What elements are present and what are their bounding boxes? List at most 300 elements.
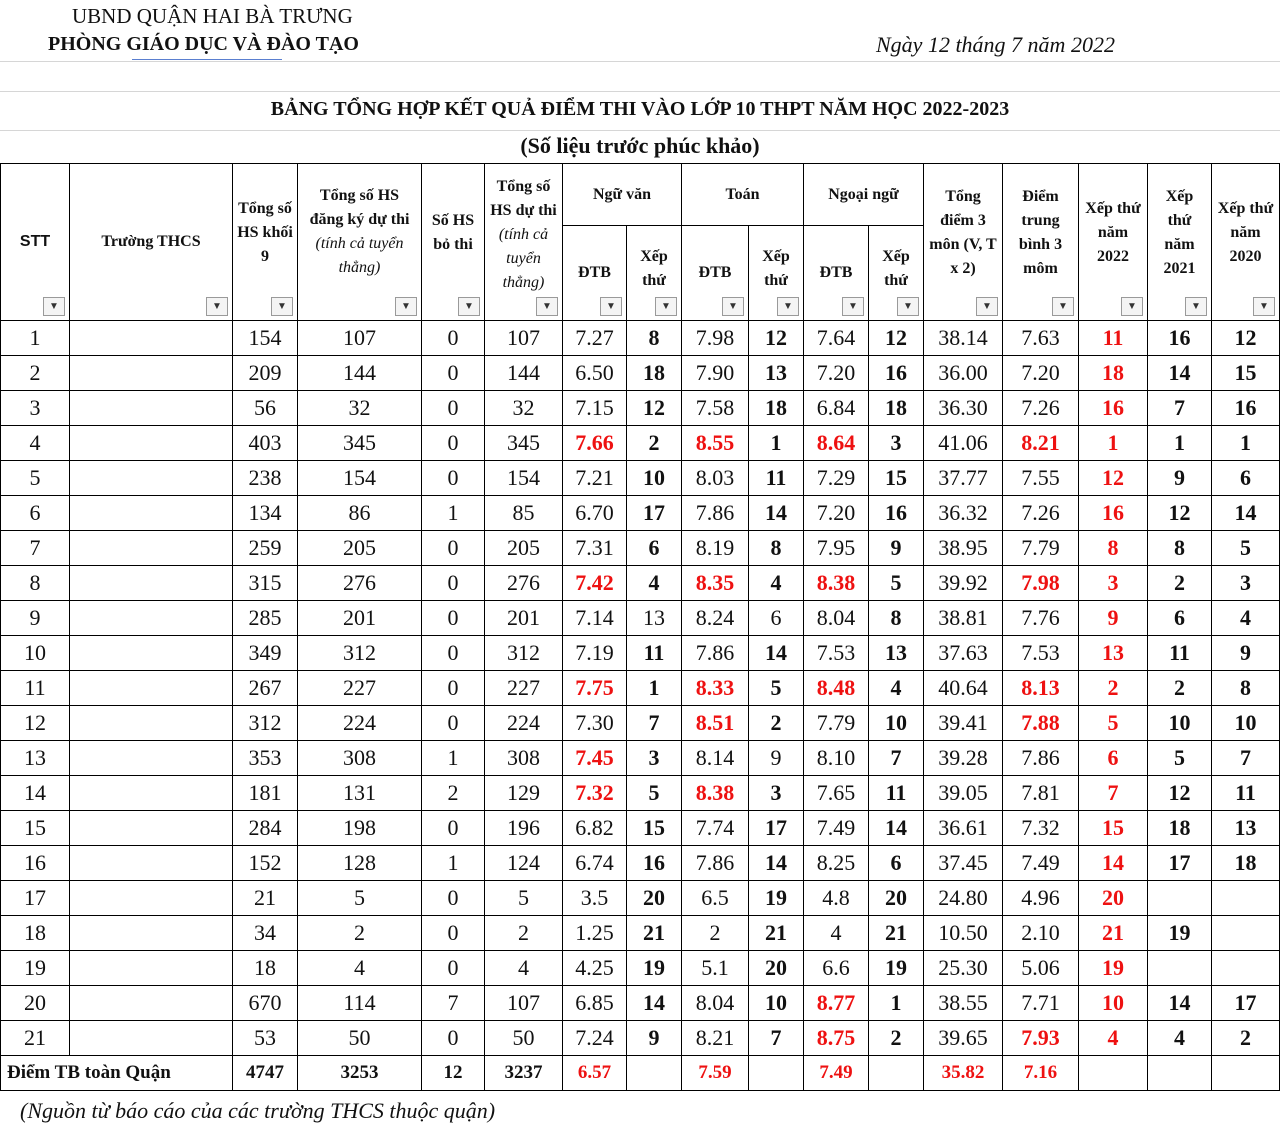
total-g9: 4747 (233, 1056, 298, 1091)
data-cell: 4 (749, 566, 804, 601)
data-cell: 7.32 (1003, 811, 1079, 846)
table-row (1, 1021, 1280, 1056)
data-cell: 15 (1212, 356, 1280, 391)
data-cell: 6 (869, 846, 924, 881)
data-cell: 1 (422, 496, 485, 531)
table-row (1, 776, 1280, 811)
data-cell: 3 (869, 426, 924, 461)
data-cell: 6 (1079, 741, 1148, 776)
data-cell: 40.64 (924, 671, 1003, 706)
data-cell: 1 (1212, 426, 1280, 461)
data-cell: 7.42 (563, 566, 627, 601)
source-note: (Nguồn từ báo cáo của các trường THCS thuộc quận) (20, 1098, 496, 1123)
table-row (1, 706, 1280, 741)
data-cell: 124 (485, 846, 563, 881)
data-cell: 18 (1079, 356, 1148, 391)
data-cell: 267 (233, 671, 298, 706)
data-cell: 5 (869, 566, 924, 601)
data-cell: 7.55 (1003, 461, 1079, 496)
data-cell: 6.85 (563, 986, 627, 1021)
col-lit-avg: ĐTB ▼ (563, 226, 627, 321)
data-cell: 19 (749, 881, 804, 916)
data-cell: 0 (422, 391, 485, 426)
data-cell (1212, 916, 1280, 951)
data-cell: 154 (485, 461, 563, 496)
data-cell: 131 (298, 776, 422, 811)
filter-dropdown-icon[interactable]: ▼ (777, 297, 799, 316)
data-cell: 6.50 (563, 356, 627, 391)
school-name-cell (70, 811, 233, 846)
data-cell: 8.19 (682, 531, 749, 566)
data-cell: 6.6 (804, 951, 869, 986)
data-cell: 6 (627, 531, 682, 566)
data-cell: 3 (1079, 566, 1148, 601)
data-cell: 7 (627, 706, 682, 741)
filter-dropdown-icon[interactable]: ▼ (600, 297, 622, 316)
empty-cell (627, 1056, 682, 1091)
col-math: Toán (682, 164, 804, 226)
table-row (1, 356, 1280, 391)
data-cell: 7.15 (563, 391, 627, 426)
data-cell: 0 (422, 881, 485, 916)
data-cell: 227 (485, 671, 563, 706)
data-cell: 201 (298, 601, 422, 636)
col-foreign-avg: ĐTB ▼ (804, 226, 869, 321)
row-index: 19 (1, 951, 70, 986)
col-total3: Tổng điểm 3 môn (V, T x 2) ▼ (924, 164, 1003, 321)
total-registered: 3253 (298, 1056, 422, 1091)
table-row (1, 811, 1280, 846)
row-index: 16 (1, 846, 70, 881)
data-cell: 7.98 (1003, 566, 1079, 601)
data-cell: 7.26 (1003, 496, 1079, 531)
data-cell: 38.81 (924, 601, 1003, 636)
data-cell: 38.14 (924, 321, 1003, 356)
col-total-g9: Tổng số HS khối 9 ▼ (233, 164, 298, 321)
data-cell: 8.21 (1003, 426, 1079, 461)
data-cell: 7.79 (804, 706, 869, 741)
school-name-cell (70, 601, 233, 636)
data-cell: 128 (298, 846, 422, 881)
data-cell: 19 (1079, 951, 1148, 986)
data-cell: 16 (869, 356, 924, 391)
data-cell: 14 (749, 636, 804, 671)
data-cell: 21 (627, 916, 682, 951)
data-cell: 17 (627, 496, 682, 531)
data-cell: 50 (485, 1021, 563, 1056)
data-cell: 1 (1079, 426, 1148, 461)
row-index: 4 (1, 426, 70, 461)
filter-dropdown-icon[interactable]: ▼ (842, 297, 864, 316)
data-cell: 2 (1079, 671, 1148, 706)
data-cell: 14 (869, 811, 924, 846)
total-foreign-avg: 7.49 (804, 1056, 869, 1091)
data-cell: 37.45 (924, 846, 1003, 881)
row-index: 12 (1, 706, 70, 741)
data-cell: 7.66 (563, 426, 627, 461)
data-cell: 18 (869, 391, 924, 426)
data-cell: 32 (298, 391, 422, 426)
row-index: 21 (1, 1021, 70, 1056)
data-cell: 8.10 (804, 741, 869, 776)
data-cell: 20 (869, 881, 924, 916)
table-row (1, 566, 1280, 601)
data-cell: 8.03 (682, 461, 749, 496)
data-cell: 7 (1148, 391, 1212, 426)
data-cell: 85 (485, 496, 563, 531)
col-lit-rank: Xếp thứ ▼ (627, 226, 682, 321)
data-cell: 21 (1079, 916, 1148, 951)
data-cell (1212, 951, 1280, 986)
empty-cell (1148, 1056, 1212, 1091)
table-row (1, 741, 1280, 776)
col-avg3: Điểm trung bình 3 môm ▼ (1003, 164, 1079, 321)
data-cell: 16 (1079, 391, 1148, 426)
data-cell: 15 (627, 811, 682, 846)
data-cell: 41.06 (924, 426, 1003, 461)
data-cell: 0 (422, 706, 485, 741)
filter-dropdown-icon[interactable]: ▼ (1253, 297, 1275, 316)
table-row (1, 391, 1280, 426)
data-cell: 0 (422, 916, 485, 951)
row-index: 6 (1, 496, 70, 531)
filter-dropdown-icon[interactable]: ▼ (271, 297, 293, 316)
data-cell: 8 (627, 321, 682, 356)
school-name-cell (70, 846, 233, 881)
data-cell: 10 (1079, 986, 1148, 1021)
data-cell: 12 (1212, 321, 1280, 356)
data-cell: 7.27 (563, 321, 627, 356)
data-cell: 1 (627, 671, 682, 706)
col-math-rank: Xếp thứ ▼ (749, 226, 804, 321)
data-cell: 205 (485, 531, 563, 566)
school-name-cell (70, 496, 233, 531)
table-row (1, 846, 1280, 881)
filter-dropdown-icon[interactable]: ▼ (722, 297, 744, 316)
row-index: 11 (1, 671, 70, 706)
school-name-cell (70, 531, 233, 566)
table-row (1, 531, 1280, 566)
data-cell: 11 (1212, 776, 1280, 811)
filter-dropdown-icon[interactable]: ▼ (458, 297, 480, 316)
data-cell: 8.64 (804, 426, 869, 461)
row-index: 8 (1, 566, 70, 601)
data-cell: 39.65 (924, 1021, 1003, 1056)
data-cell: 36.32 (924, 496, 1003, 531)
data-cell: 19 (627, 951, 682, 986)
school-name-cell (70, 706, 233, 741)
filter-dropdown-icon[interactable]: ▼ (206, 297, 228, 316)
data-cell: 7.26 (1003, 391, 1079, 426)
data-cell: 14 (1212, 496, 1280, 531)
row-index: 18 (1, 916, 70, 951)
data-cell: 8 (749, 531, 804, 566)
data-cell: 18 (233, 951, 298, 986)
data-cell: 349 (233, 636, 298, 671)
data-cell: 9 (1079, 601, 1148, 636)
data-cell: 308 (485, 741, 563, 776)
data-cell: 0 (422, 671, 485, 706)
data-cell: 20 (749, 951, 804, 986)
data-cell: 24.80 (924, 881, 1003, 916)
data-cell: 11 (869, 776, 924, 811)
data-cell: 14 (749, 846, 804, 881)
data-cell: 196 (485, 811, 563, 846)
data-cell: 4 (1212, 601, 1280, 636)
department-label: PHÒNG GIÁO DỤC VÀ ĐÀO TẠO (48, 33, 359, 55)
data-cell: 8 (869, 601, 924, 636)
table-row (1, 601, 1280, 636)
data-cell: 7.75 (563, 671, 627, 706)
data-cell: 2 (485, 916, 563, 951)
data-cell: 9 (749, 741, 804, 776)
data-cell: 3 (749, 776, 804, 811)
data-cell: 15 (1079, 811, 1148, 846)
data-cell: 1 (1148, 426, 1212, 461)
filter-dropdown-icon[interactable]: ▼ (976, 297, 998, 316)
data-cell: 6.84 (804, 391, 869, 426)
data-cell: 7 (1212, 741, 1280, 776)
data-cell: 10 (869, 706, 924, 741)
data-cell: 8.48 (804, 671, 869, 706)
data-cell: 37.77 (924, 461, 1003, 496)
data-cell: 7 (869, 741, 924, 776)
school-name-cell (70, 426, 233, 461)
data-cell: 312 (485, 636, 563, 671)
table-row (1, 636, 1280, 671)
data-cell: 5.06 (1003, 951, 1079, 986)
report-subtitle: (Số liệu trước phúc khảo) (520, 133, 760, 158)
table-row (1, 881, 1280, 916)
data-cell: 345 (298, 426, 422, 461)
data-cell: 198 (298, 811, 422, 846)
data-cell: 7.74 (682, 811, 749, 846)
data-cell: 107 (485, 986, 563, 1021)
col-foreign: Ngoại ngữ (804, 164, 924, 226)
data-cell: 53 (233, 1021, 298, 1056)
data-cell: 8.24 (682, 601, 749, 636)
data-cell: 7.53 (1003, 636, 1079, 671)
data-cell: 17 (749, 811, 804, 846)
data-cell: 6 (1148, 601, 1212, 636)
row-index: 13 (1, 741, 70, 776)
data-cell: 2 (1212, 1021, 1280, 1056)
data-cell: 16 (1079, 496, 1148, 531)
data-cell: 34 (233, 916, 298, 951)
data-cell: 8.33 (682, 671, 749, 706)
data-cell: 11 (1148, 636, 1212, 671)
data-cell: 224 (298, 706, 422, 741)
data-cell: 3.5 (563, 881, 627, 916)
data-cell: 227 (298, 671, 422, 706)
data-cell: 7 (422, 986, 485, 1021)
empty-cell (869, 1056, 924, 1091)
report-title: BẢNG TỔNG HỢP KẾT QUẢ ĐIỂM THI VÀO LỚP 10 THPT NĂM HỌC 2022-2023 (270, 98, 1010, 120)
data-cell: 8.04 (682, 986, 749, 1021)
row-index: 2 (1, 356, 70, 391)
empty-cell (749, 1056, 804, 1091)
filter-dropdown-icon[interactable]: ▼ (43, 297, 65, 316)
data-cell: 7.86 (682, 846, 749, 881)
data-cell: 7 (749, 1021, 804, 1056)
data-cell: 7.90 (682, 356, 749, 391)
data-cell: 284 (233, 811, 298, 846)
data-cell: 15 (869, 461, 924, 496)
data-cell: 12 (627, 391, 682, 426)
data-cell: 205 (298, 531, 422, 566)
data-cell: 17 (1212, 986, 1280, 1021)
data-cell: 8.25 (804, 846, 869, 881)
data-cell: 7.19 (563, 636, 627, 671)
data-cell: 21 (233, 881, 298, 916)
data-cell: 39.05 (924, 776, 1003, 811)
sheet-gridline (0, 61, 1280, 62)
data-cell: 276 (485, 566, 563, 601)
data-cell: 7.76 (1003, 601, 1079, 636)
data-cell: 14 (1148, 986, 1212, 1021)
total-lit-avg: 6.57 (563, 1056, 627, 1091)
data-cell: 56 (233, 391, 298, 426)
data-cell: 201 (485, 601, 563, 636)
filter-dropdown-icon[interactable]: ▼ (655, 297, 677, 316)
filter-dropdown-icon[interactable]: ▼ (897, 297, 919, 316)
school-name-cell (70, 636, 233, 671)
data-cell: 8.04 (804, 601, 869, 636)
data-cell: 13 (869, 636, 924, 671)
data-cell: 7.31 (563, 531, 627, 566)
row-index: 9 (1, 601, 70, 636)
data-cell: 5.1 (682, 951, 749, 986)
data-cell: 2 (682, 916, 749, 951)
data-cell: 10 (749, 986, 804, 1021)
data-cell: 2 (627, 426, 682, 461)
table-row (1, 671, 1280, 706)
table-row (1, 496, 1280, 531)
data-cell: 6.74 (563, 846, 627, 881)
data-cell: 10 (1148, 706, 1212, 741)
data-cell: 2 (1148, 671, 1212, 706)
row-index: 20 (1, 986, 70, 1021)
data-cell (1148, 951, 1212, 986)
data-cell: 8 (1148, 531, 1212, 566)
data-cell: 14 (1079, 846, 1148, 881)
data-cell: 16 (627, 846, 682, 881)
data-cell: 4 (627, 566, 682, 601)
department-underline (132, 59, 282, 60)
data-cell: 276 (298, 566, 422, 601)
table-row (1, 986, 1280, 1021)
data-cell: 3 (627, 741, 682, 776)
data-cell: 8.51 (682, 706, 749, 741)
data-cell: 16 (1212, 391, 1280, 426)
data-cell: 0 (422, 531, 485, 566)
data-cell: 14 (1148, 356, 1212, 391)
data-cell: 1 (422, 846, 485, 881)
results-body (1, 321, 1280, 1056)
row-index: 5 (1, 461, 70, 496)
row-index: 10 (1, 636, 70, 671)
data-cell: 209 (233, 356, 298, 391)
data-cell: 134 (233, 496, 298, 531)
data-cell: 6.5 (682, 881, 749, 916)
data-cell: 39.92 (924, 566, 1003, 601)
data-cell: 1.25 (563, 916, 627, 951)
data-cell: 7.86 (682, 496, 749, 531)
sheet-gridline (0, 91, 1280, 92)
col-school: Trường THCS ▼ (70, 164, 233, 321)
school-name-cell (70, 916, 233, 951)
data-cell: 32 (485, 391, 563, 426)
data-cell: 17 (1148, 846, 1212, 881)
filter-dropdown-icon[interactable]: ▼ (1185, 297, 1207, 316)
data-cell: 107 (485, 321, 563, 356)
data-cell: 129 (485, 776, 563, 811)
data-cell: 13 (1212, 811, 1280, 846)
data-cell: 7.20 (804, 496, 869, 531)
row-index: 17 (1, 881, 70, 916)
data-cell: 4 (1079, 1021, 1148, 1056)
col-literature: Ngữ văn (563, 164, 682, 226)
data-cell: 4 (1148, 1021, 1212, 1056)
data-cell: 6 (749, 601, 804, 636)
data-cell: 39.41 (924, 706, 1003, 741)
data-cell: 7.81 (1003, 776, 1079, 811)
data-cell: 2 (298, 916, 422, 951)
data-cell: 7 (1079, 776, 1148, 811)
data-cell: 7.86 (682, 636, 749, 671)
filter-dropdown-icon[interactable]: ▼ (395, 297, 417, 316)
data-cell: 8.38 (804, 566, 869, 601)
school-name-cell (70, 356, 233, 391)
data-cell: 9 (1148, 461, 1212, 496)
data-cell: 18 (1212, 846, 1280, 881)
col-rank2021: Xếp thứ năm 2021 ▼ (1148, 164, 1212, 321)
data-cell: 181 (233, 776, 298, 811)
data-cell: 38.55 (924, 986, 1003, 1021)
data-cell: 8.77 (804, 986, 869, 1021)
data-cell: 38.95 (924, 531, 1003, 566)
data-cell: 5 (1212, 531, 1280, 566)
filter-dropdown-icon[interactable]: ▼ (1052, 297, 1074, 316)
data-cell: 144 (485, 356, 563, 391)
data-cell: 7.95 (804, 531, 869, 566)
col-took: Tổng số HS dự thi (tính cả tuyển thẳng) ▼ (485, 164, 563, 321)
data-cell: 4 (804, 916, 869, 951)
data-cell: 9 (627, 1021, 682, 1056)
data-cell: 18 (1148, 811, 1212, 846)
committee-name: UBND QUẬN HAI BÀ TRƯNG (72, 4, 353, 28)
data-cell: 10.50 (924, 916, 1003, 951)
col-dropped: Số HS bỏ thi ▼ (422, 164, 485, 321)
data-cell: 308 (298, 741, 422, 776)
data-cell: 8.38 (682, 776, 749, 811)
data-cell: 0 (422, 461, 485, 496)
data-cell: 4.25 (563, 951, 627, 986)
filter-dropdown-icon[interactable]: ▼ (536, 297, 558, 316)
data-cell: 154 (233, 321, 298, 356)
data-cell: 7.63 (1003, 321, 1079, 356)
data-cell: 7.20 (1003, 356, 1079, 391)
data-cell: 8 (1212, 671, 1280, 706)
data-cell: 4 (485, 951, 563, 986)
data-cell: 2 (749, 706, 804, 741)
data-cell: 670 (233, 986, 298, 1021)
total-avg3: 7.16 (1003, 1056, 1079, 1091)
filter-dropdown-icon[interactable]: ▼ (1121, 297, 1143, 316)
data-cell: 7.29 (804, 461, 869, 496)
table-row (1, 916, 1280, 951)
data-cell: 1 (422, 741, 485, 776)
